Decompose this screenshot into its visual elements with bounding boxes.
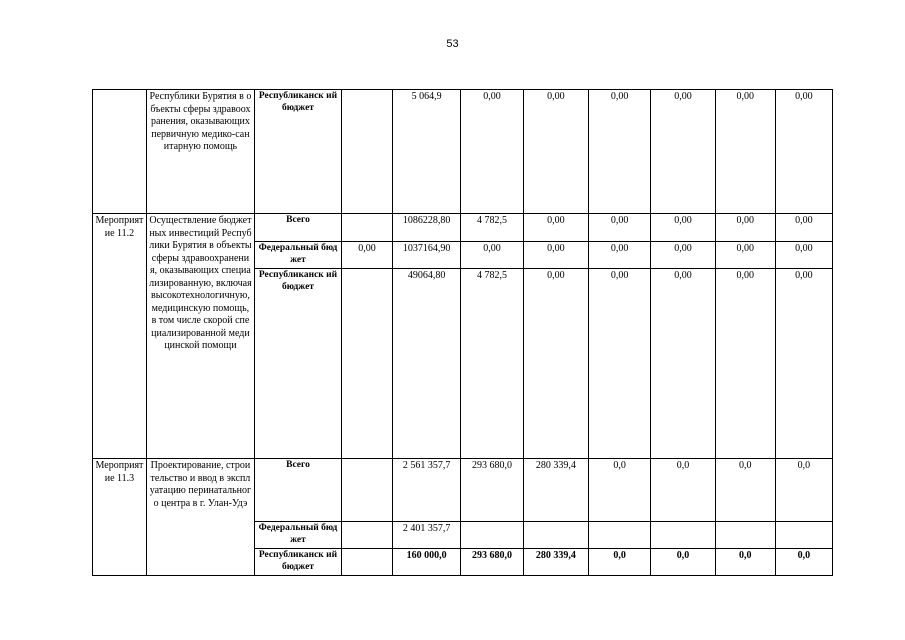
value-cell: 293 680,0 [461, 548, 523, 575]
value-cell: 0,00 [651, 242, 715, 269]
activity-name: Проектирование, строительство и ввод в эксплуатацию перинатального центра в г. Улан-Удэ [149, 460, 252, 509]
table-row [93, 214, 833, 242]
value-cell: 4 782,5 [461, 269, 523, 459]
activity-number-cell: Мероприятие 11.2 [93, 214, 147, 459]
funding-source-cell: Федеральный бюджет [254, 242, 341, 269]
table-row [93, 459, 833, 522]
funding-source-cell: Республиканск ий бюджет [254, 269, 341, 459]
value-cell: 0,00 [589, 269, 651, 459]
value-cell: 0,00 [775, 214, 832, 242]
value-cell: 0,00 [715, 269, 775, 459]
value-cell: 0,00 [589, 242, 651, 269]
value-cell [775, 522, 832, 549]
value-cell: 293 680,0 [461, 459, 523, 522]
value-cell [342, 214, 393, 242]
value-cell: 280 339,4 [523, 548, 588, 575]
page-number: 53 [446, 38, 459, 50]
value-cell: 0,00 [715, 90, 775, 214]
funding-source-cell: Республиканск ий бюджет [254, 548, 341, 575]
value-cell: 0,00 [651, 90, 715, 214]
funding-source-cell: Всего [254, 459, 341, 522]
value-cell: 0,00 [715, 242, 775, 269]
value-cell: 0,0 [775, 548, 832, 575]
value-cell: 0,00 [523, 90, 588, 214]
value-cell: 5 064,9 [392, 90, 460, 214]
value-cell [651, 522, 715, 549]
value-cell: 0,00 [461, 242, 523, 269]
table-row [93, 90, 833, 214]
value-cell: 49064,80 [392, 269, 460, 459]
value-cell [342, 522, 393, 549]
value-cell [342, 269, 393, 459]
value-cell: 1037164,90 [392, 242, 460, 269]
value-cell: 1086228,80 [392, 214, 460, 242]
activity-number-cell [93, 90, 147, 214]
value-cell: 0,0 [715, 459, 775, 522]
activity-name-cell [146, 459, 254, 576]
value-cell: 2 401 357,7 [392, 522, 460, 549]
value-cell [523, 522, 588, 549]
value-cell: 0,00 [523, 214, 588, 242]
value-cell: 0,0 [715, 548, 775, 575]
value-cell [461, 522, 523, 549]
value-cell: 0,00 [775, 90, 832, 214]
value-cell: 0,00 [589, 90, 651, 214]
activity-name-cell [146, 90, 254, 214]
value-cell: 0,00 [342, 242, 393, 269]
activity-name: Осуществление бюджетных инвестиций Республики Бурятия в объекты сферы здравоохранения, оказывающих специализированную, включая высокотехнологичную, медицинскую помощь, в том числе скорой специализированной медицинской помощи [149, 215, 252, 351]
value-cell: 160 000,0 [392, 548, 460, 575]
value-cell: 0,0 [651, 548, 715, 575]
value-cell: 0,0 [775, 459, 832, 522]
value-cell: 4 782,5 [461, 214, 523, 242]
value-cell: 0,00 [523, 269, 588, 459]
value-cell: 0,00 [775, 242, 832, 269]
funding-source-cell: Федеральный бюджет [254, 522, 341, 549]
funding-source-cell: Республиканск ий бюджет [254, 90, 341, 214]
value-cell: 0,0 [589, 459, 651, 522]
value-cell: 0,00 [775, 269, 832, 459]
value-cell: 0,00 [651, 269, 715, 459]
value-cell: 0,00 [461, 90, 523, 214]
value-cell: 0,00 [589, 214, 651, 242]
value-cell [342, 459, 393, 522]
value-cell [589, 522, 651, 549]
funding-source-cell: Всего [254, 214, 341, 242]
value-cell [715, 522, 775, 549]
activity-name: Республики Бурятия в объекты сферы здравоохранения, оказывающих первичную медико-санитарную помощь [149, 91, 252, 152]
value-cell: 0,00 [715, 214, 775, 242]
value-cell: 0,00 [523, 242, 588, 269]
value-cell: 280 339,4 [523, 459, 588, 522]
value-cell: 0,00 [651, 214, 715, 242]
value-cell: 0,0 [589, 548, 651, 575]
value-cell: 2 561 357,7 [392, 459, 460, 522]
value-cell [342, 548, 393, 575]
activity-name-cell [146, 214, 254, 459]
activity-number-cell: Мероприятие 11.3 [93, 459, 147, 576]
value-cell [342, 90, 393, 214]
value-cell: 0,0 [651, 459, 715, 522]
budget-table [92, 89, 833, 576]
